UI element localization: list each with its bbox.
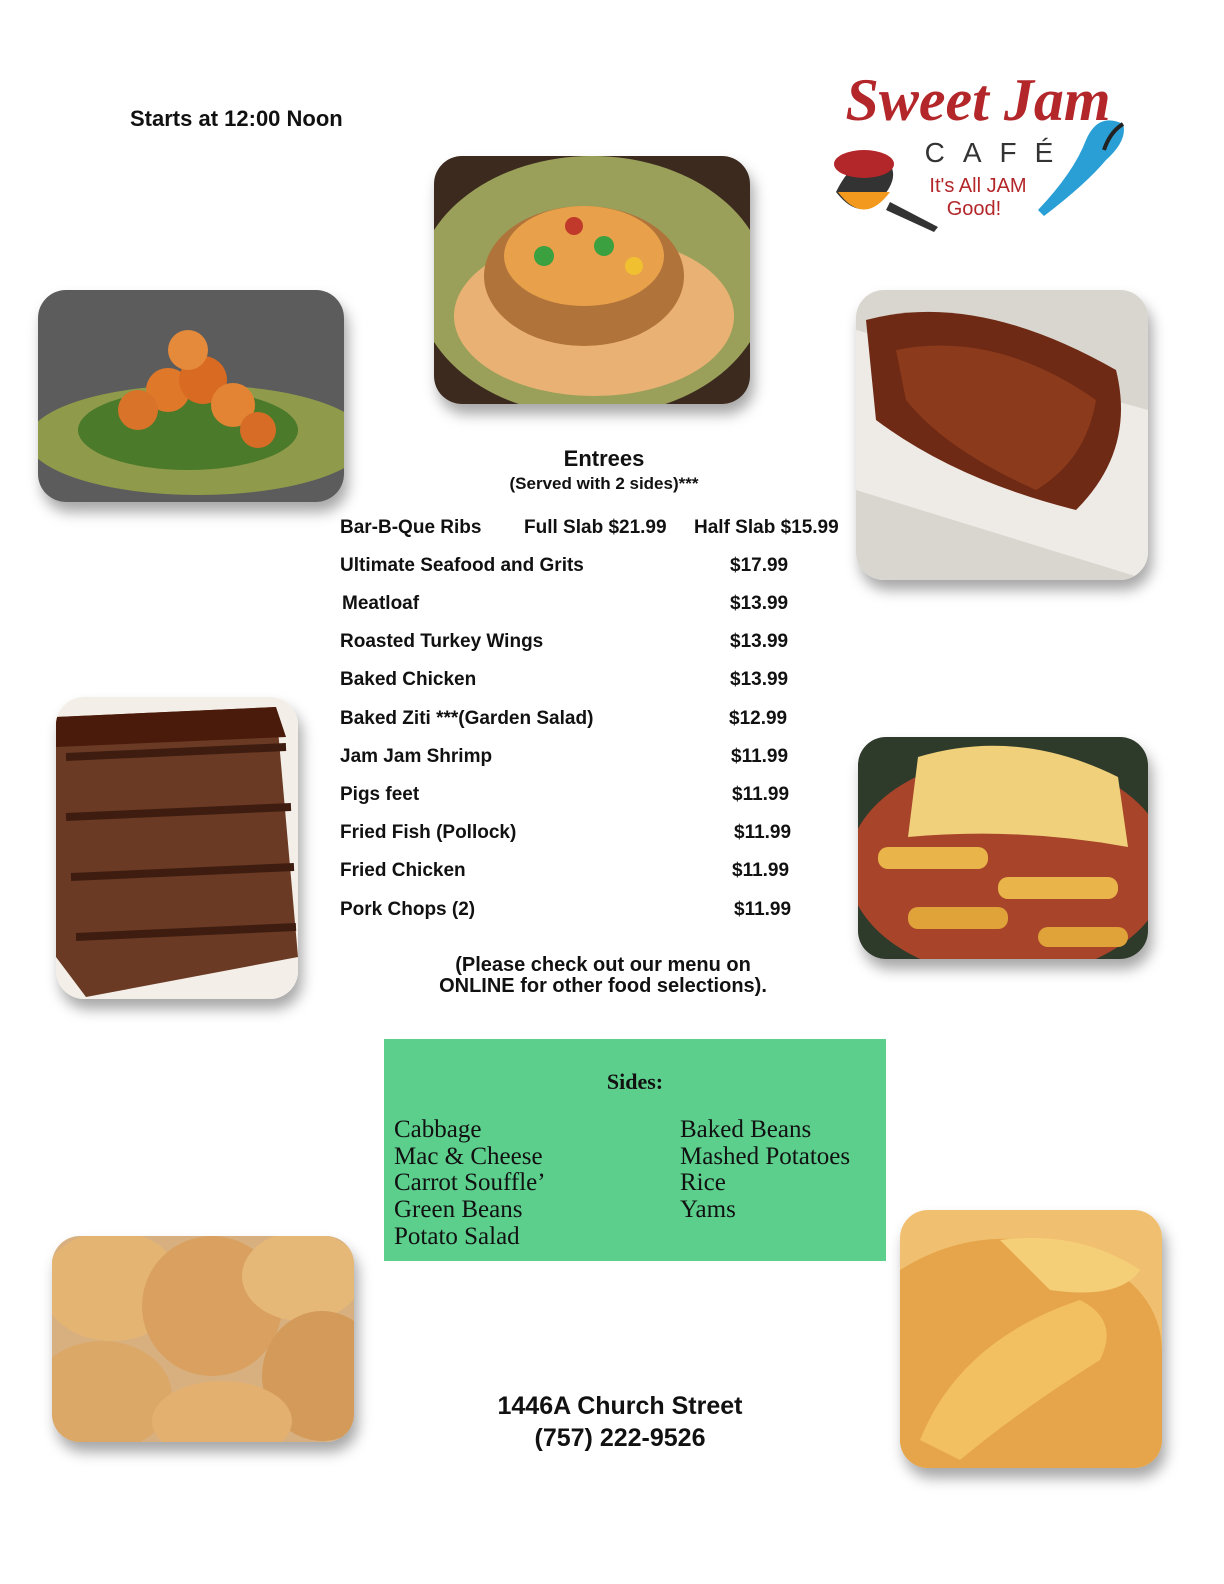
side-item: Rice [680, 1169, 726, 1197]
menu-item: Roasted Turkey Wings [340, 631, 544, 652]
side-item: Yams [680, 1196, 736, 1224]
menu-item: Baked Ziti ***(Garden Salad) [340, 708, 594, 729]
logo-tagline-2: Good! [946, 198, 1002, 220]
menu-price: $13.99 [730, 631, 789, 652]
side-item: Mac & Cheese [394, 1142, 543, 1170]
menu-price: $11.99 [734, 822, 792, 843]
menu-item: Jam Jam Shrimp [340, 746, 493, 767]
logo-tagline-1: It's All JAM [929, 175, 1027, 197]
ribs-photo [856, 290, 1148, 580]
side-item: Green Beans [394, 1196, 523, 1224]
menu-price: $12.99 [729, 708, 788, 729]
sides-right-column [680, 1117, 850, 1224]
note-line-1: (Please check out our menu on [455, 954, 751, 976]
menu-item: Fried Chicken [340, 860, 466, 881]
menu-price-ribs-full: Full Slab $21.99 [524, 517, 667, 538]
seafood-grits-photo [434, 156, 750, 404]
menu-price: $11.99 [732, 784, 790, 805]
menu-item: Fried Fish (Pollock) [340, 822, 517, 843]
note-line-2: ONLINE for other food selections). [439, 975, 767, 997]
baked-chicken-photo [52, 1236, 354, 1442]
address-block [400, 1390, 840, 1454]
sides-left-column [394, 1117, 546, 1251]
turkey-wings-photo [900, 1210, 1162, 1468]
entrees-subtitle: (Served with 2 sides)*** [509, 474, 699, 493]
menu-price: $13.99 [730, 669, 789, 690]
cafe-logo [828, 52, 1128, 232]
menu-price: $11.99 [734, 899, 792, 920]
sides-box [384, 1039, 886, 1261]
street-address: 1446A Church Street [497, 1392, 743, 1420]
meatloaf-photo [56, 697, 298, 999]
side-item: Mashed Potatoes [680, 1142, 851, 1170]
menu-item: Meatloaf [342, 593, 420, 614]
menu-item: Pork Chops (2) [340, 899, 476, 920]
menu-price: $11.99 [732, 860, 790, 881]
side-item: Baked Beans [680, 1116, 812, 1143]
menu-item: Pigs feet [340, 784, 420, 805]
sides-title: Sides: [606, 1069, 664, 1094]
start-time: Starts at 12:00 Noon [130, 106, 343, 131]
shrimp-salad-photo [38, 290, 344, 502]
entrees-title: Entrees [563, 446, 645, 471]
menu-item: Baked Chicken [340, 669, 477, 690]
side-item: Cabbage [394, 1116, 482, 1143]
logo-name: Sweet Jam [845, 67, 1111, 133]
menu-price: $13.99 [730, 593, 789, 614]
phone-number: (757) 222-9526 [534, 1424, 706, 1452]
online-menu-note [350, 955, 856, 997]
menu-item-ribs: Bar-B-Que Ribs [340, 517, 482, 538]
side-item: Potato Salad [394, 1222, 520, 1250]
menu-price: $17.99 [730, 555, 789, 576]
menu-price: $11.99 [731, 746, 789, 767]
menu-price-ribs-half: Half Slab $15.99 [694, 517, 839, 538]
menu-item: Ultimate Seafood and Grits [340, 555, 584, 576]
baked-ziti-photo [858, 737, 1148, 959]
logo-subname: CAFÉ [924, 137, 1072, 168]
side-item: Carrot Souffle’ [394, 1169, 546, 1197]
